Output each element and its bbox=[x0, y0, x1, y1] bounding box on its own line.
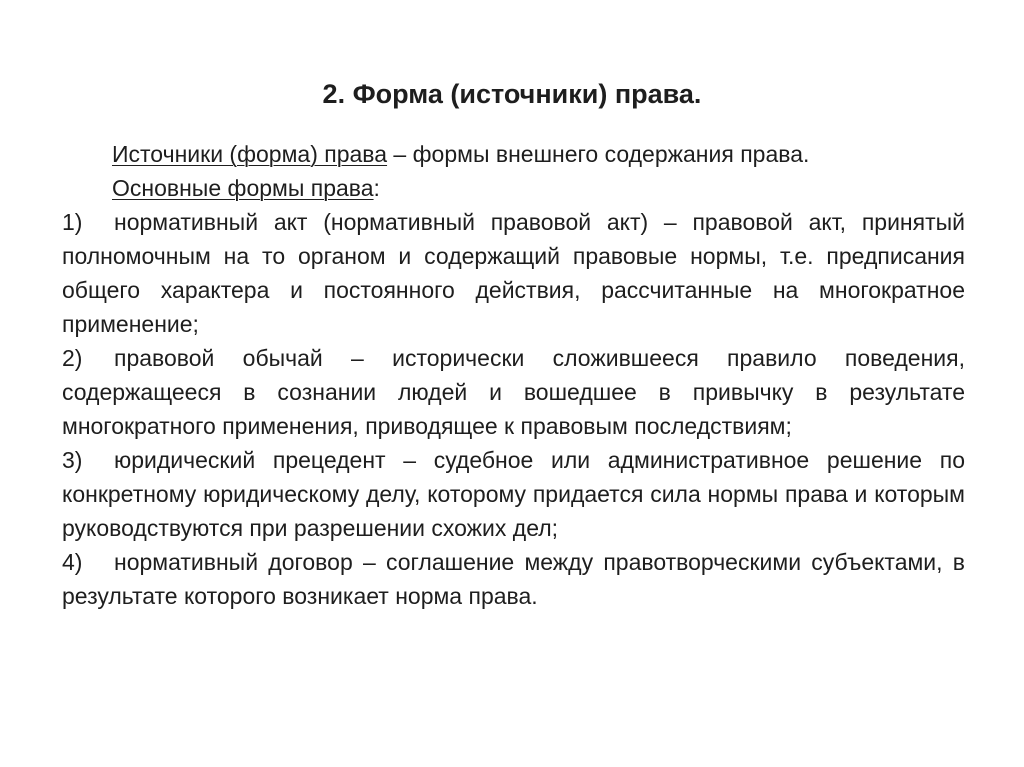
list-item bbox=[62, 545, 965, 613]
list-item-number: 4) bbox=[62, 549, 83, 575]
list-item-text: юридический прецедент – судебное или административное решение по конкретному юридическому делу, которому придается сила нормы права и которым руководствуются при разрешении схожих дел; bbox=[62, 447, 965, 541]
list-item-text: правовой обычай – исторически сложившееся правило поведения, содержащееся в сознании людей и вошедшее в привычку в результате многократного применения, приводящее к правовым последствиям; bbox=[62, 345, 965, 439]
list-item-number: 3) bbox=[62, 447, 83, 473]
definition-term: Источники (форма) права bbox=[112, 141, 388, 167]
definition-line bbox=[62, 137, 965, 171]
list-item bbox=[62, 443, 965, 545]
forms-heading: Основные формы права bbox=[112, 175, 374, 201]
list-item-text: нормативный договор – соглашение между правотворческими субъектами, в результате которого возникает норма права. bbox=[62, 549, 965, 609]
list-item-text: нормативный акт (нормативный правовой акт) – правовой акт, принятый полномочным на то органом и содержащий правовые нормы, т.е. предписания общего характера и постоянного действия, рассчитанные на многократное применение; bbox=[62, 209, 965, 337]
slide-title: 2. Форма (источники) права. bbox=[322, 79, 702, 109]
slide-body bbox=[62, 137, 965, 613]
list-item bbox=[62, 205, 965, 341]
definition-text: – формы внешнего содержания права. bbox=[387, 141, 810, 167]
list-item-number: 2) bbox=[62, 345, 83, 371]
forms-heading-line bbox=[62, 171, 965, 205]
list-item-number: 1) bbox=[62, 209, 83, 235]
list-item bbox=[62, 341, 965, 443]
forms-heading-suffix: : bbox=[373, 175, 380, 201]
